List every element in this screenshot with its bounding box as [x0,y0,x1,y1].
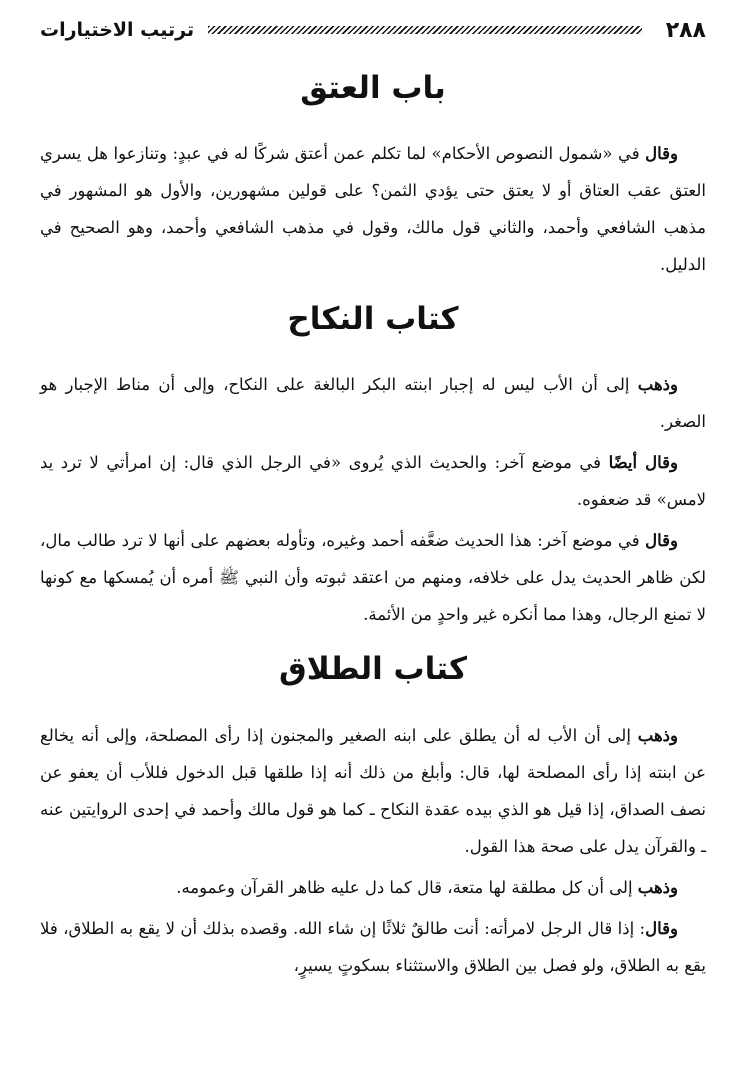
paragraph-lead: وقال [645,918,678,938]
paragraph-text: إلى أن كل مطلقة لها متعة، قال كما دل عليه ظاهر القرآن وعمومه. [176,877,638,897]
paragraph-lead: وذهب [637,375,678,395]
paragraph-lead: وقال أيضًا [608,453,678,473]
paragraph [40,910,706,984]
paragraph [40,366,706,440]
paragraph-text: في موضع آخر: هذا الحديث ضعَّفه أحمد وغيره، وتأوله بعضهم على أنها لا ترد طالب مال، لكن ظاهر الحديث يدل على خلافه، ومنهم من اعتقد ثبوته وأن النبي ﷺ أمره أن يُمسكها مع كونها لا تمنع الرجال، وهذا مما أنكره غير واحدٍ من الأئمة. [40,531,706,625]
section-itq [40,70,706,283]
paragraph-text: إلى أن الأب ليس له إجبار ابنته البكر البالغة على النكاح، وإلى أن مناط الإجبار هو الصغر. [40,375,706,432]
header-rule [208,26,642,34]
paragraph [40,717,706,865]
running-title: ترتيب الاختيارات [40,19,195,41]
paragraph-text: في «شمول النصوص الأحكام» لما تكلم عمن أعتق شركًا له في عبدٍ: وتنازعوا هل يسري العتق عقب العتاق أو لا يعتق حتى يؤدي الثمن؟ على قولين مشهورين، والأول هو المشهور في مذهب الشافعي وأحمد، والثاني قول مالك، وقول في مذهب الشافعي وأحمد، وهو الصحيح في الدليل. [40,144,706,275]
section-title: باب العتق [300,70,446,106]
paragraph [40,135,706,283]
paragraph-text: : إذا قال الرجل لامرأته: أنت طالقٌ ثلاثًا إن شاء الله. وقصده بذلك أن لا يقع به الطلاق، فلا يقع به الطلاق، ولو فصل بين الطلاق والاستثناء بسكوتٍ يسيرٍ، [40,918,706,975]
paragraph-text: إلى أن الأب له أن يطلق على ابنه الصغير والمجنون إذا رأى المصلحة، وإلى أنه يخالع عن ابنته إذا رأى المصلحة لها، قال: وأبلغ من ذلك أنه إذا طلقها قبل الدخول فللأب أن يعفو عن نصف الصداق، إذا قيل هو الذي بيده عقدة النكاح ـ كما هو قول مالك وأحمد في إحدى الروايتين عنه ـ والقرآن يدل على صحة هذا القول. [40,725,706,856]
paragraph [40,869,706,906]
page-number: ٢٨٨ [665,17,706,43]
paragraph-lead: وذهب [637,725,678,745]
page-content [40,70,706,988]
paragraph-lead: وقال [645,531,678,551]
paragraph-lead: وقال [645,144,678,164]
page-header [40,14,706,46]
section-title: كتاب النكاح [287,301,459,338]
paragraph-text: في موضع آخر: والحديث الذي يُروى «في الرجل الذي قال: إن امرأتي لا ترد يد لامس» قد ضعفوه. [40,453,706,510]
section-title: كتاب الطلاق [279,651,467,688]
paragraph [40,444,706,518]
section-talaq [40,651,706,983]
paragraph [40,522,706,633]
paragraph-lead: وذهب [637,877,678,897]
section-nikah [40,301,706,633]
